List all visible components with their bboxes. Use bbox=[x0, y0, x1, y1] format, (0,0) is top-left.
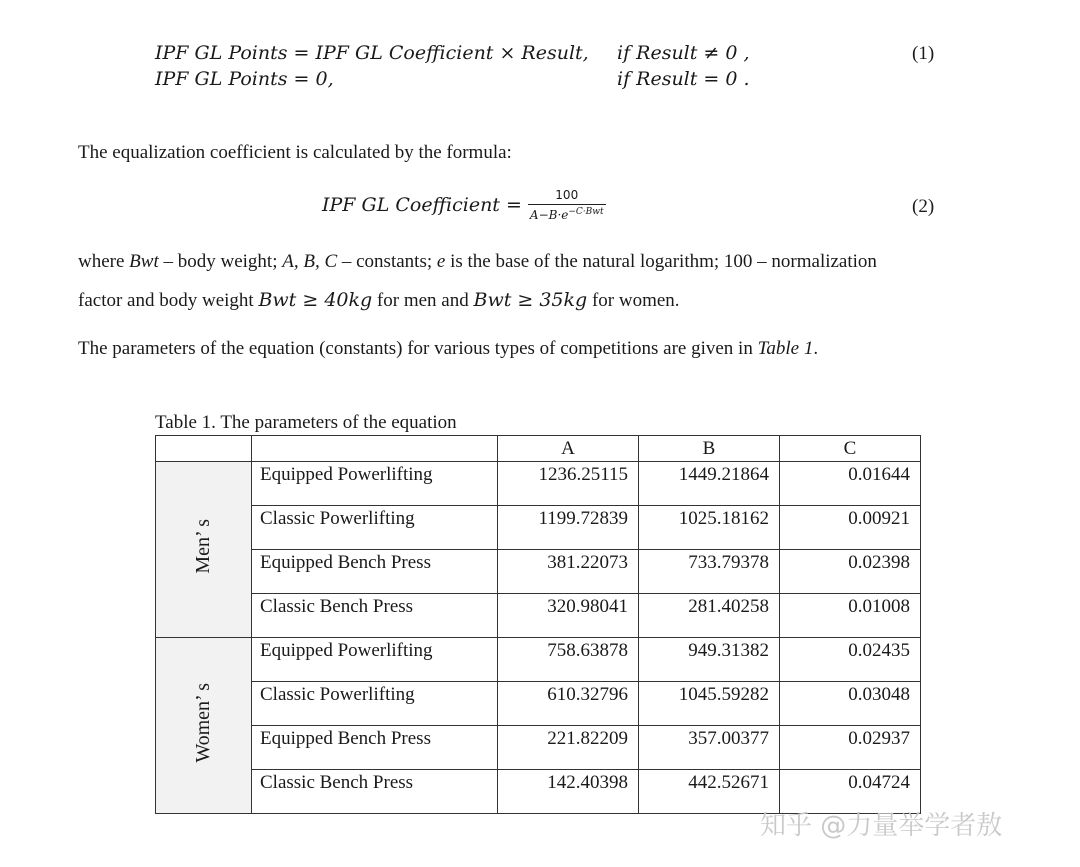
equation-2-number: (2) bbox=[912, 196, 935, 217]
equation-2-exponent: −C·Bwt bbox=[568, 207, 604, 217]
event-name: Classic Powerlifting bbox=[252, 506, 498, 550]
value-a: 320.98041 bbox=[498, 594, 639, 638]
value-c: 0.02937 bbox=[780, 726, 921, 770]
factor-text-1: factor and body weight bbox=[78, 290, 259, 311]
group-label-men bbox=[156, 462, 252, 638]
value-a: 221.82209 bbox=[498, 726, 639, 770]
header-c: C bbox=[780, 436, 921, 462]
equation-1-line-2: IPF GL Points = 0, bbox=[155, 68, 334, 90]
event-name: Classic Bench Press bbox=[252, 594, 498, 638]
table-caption: Table 1. The parameters of the equation bbox=[155, 412, 457, 433]
params-text-2: . bbox=[813, 338, 819, 359]
group-label-women bbox=[156, 638, 252, 814]
equation-1-condition-1: if Result ≠ 0 , bbox=[617, 42, 750, 64]
equation-1 bbox=[155, 40, 750, 92]
value-c: 0.03048 bbox=[780, 682, 921, 726]
where-e: e bbox=[436, 251, 446, 272]
where-text-3: – constants; bbox=[337, 251, 437, 272]
equation-2-denominator bbox=[528, 204, 606, 222]
value-b: 442.52671 bbox=[639, 770, 780, 814]
value-b: 1025.18162 bbox=[639, 506, 780, 550]
where-text-2: – body weight; bbox=[158, 251, 283, 272]
value-b: 1449.21864 bbox=[639, 462, 780, 506]
where-abc: A, B, C bbox=[282, 251, 338, 272]
value-a: 381.22073 bbox=[498, 550, 639, 594]
equation-1-line-1: IPF GL Points = IPF GL Coefficient × Result, bbox=[155, 42, 589, 64]
value-c: 0.00921 bbox=[780, 506, 921, 550]
value-a: 1236.25115 bbox=[498, 462, 639, 506]
value-b: 1045.59282 bbox=[639, 682, 780, 726]
value-b: 357.00377 bbox=[639, 726, 780, 770]
value-c: 0.04724 bbox=[780, 770, 921, 814]
table-header-row bbox=[156, 436, 921, 462]
value-b: 281.40258 bbox=[639, 594, 780, 638]
value-a: 758.63878 bbox=[498, 638, 639, 682]
value-b: 733.79378 bbox=[639, 550, 780, 594]
equation-2-numerator: 100 bbox=[555, 188, 579, 202]
table-row bbox=[156, 682, 921, 726]
header-b: B bbox=[639, 436, 780, 462]
value-c: 0.02398 bbox=[780, 550, 921, 594]
factor-paragraph bbox=[78, 289, 680, 312]
parameters-table bbox=[155, 435, 921, 814]
intro-paragraph: The equalization coefficient is calculated by the formula: bbox=[78, 142, 512, 163]
header-event bbox=[252, 436, 498, 462]
where-paragraph bbox=[78, 251, 877, 273]
equation-2-lhs: IPF GL Coefficient = bbox=[322, 194, 522, 216]
event-name: Classic Powerlifting bbox=[252, 682, 498, 726]
where-text-1: where bbox=[78, 251, 130, 272]
equation-1-condition-2: if Result = 0 . bbox=[617, 68, 750, 90]
equation-2 bbox=[322, 188, 606, 222]
value-c: 0.01644 bbox=[780, 462, 921, 506]
factor-men-weight: Bwt ≥ 40kg bbox=[258, 289, 373, 311]
header-a: A bbox=[498, 436, 639, 462]
value-a: 610.32796 bbox=[498, 682, 639, 726]
value-b: 949.31382 bbox=[639, 638, 780, 682]
event-name: Equipped Powerlifting bbox=[252, 638, 498, 682]
group-label-men-text: Men’ s bbox=[192, 519, 214, 574]
equation-1-number: (1) bbox=[912, 43, 935, 64]
event-name: Equipped Bench Press bbox=[252, 550, 498, 594]
table-row bbox=[156, 726, 921, 770]
factor-text-2: for men and bbox=[372, 290, 474, 311]
factor-women-weight: Bwt ≥ 35kg bbox=[473, 289, 588, 311]
value-c: 0.02435 bbox=[780, 638, 921, 682]
where-text-4: is the base of the natural logarithm; 100 – normalization bbox=[445, 251, 877, 272]
value-a: 142.40398 bbox=[498, 770, 639, 814]
equation-2-fraction bbox=[528, 188, 606, 222]
factor-text-3: for women. bbox=[587, 290, 680, 311]
header-group bbox=[156, 436, 252, 462]
table-row bbox=[156, 594, 921, 638]
equation-2-denominator-base: A−B·e bbox=[529, 208, 569, 222]
value-c: 0.01008 bbox=[780, 594, 921, 638]
event-name: Classic Bench Press bbox=[252, 770, 498, 814]
value-a: 1199.72839 bbox=[498, 506, 639, 550]
event-name: Equipped Powerlifting bbox=[252, 462, 498, 506]
params-paragraph bbox=[78, 338, 818, 360]
table-reference: Table 1 bbox=[757, 338, 814, 359]
group-label-women-text: Women’ s bbox=[192, 682, 214, 763]
table-row bbox=[156, 462, 921, 506]
event-name: Equipped Bench Press bbox=[252, 726, 498, 770]
params-text-1: The parameters of the equation (constants) for various types of competitions are given in bbox=[78, 338, 758, 359]
watermark: 知乎 @力量举学者敖 bbox=[760, 811, 1003, 841]
table-row bbox=[156, 506, 921, 550]
table-row bbox=[156, 638, 921, 682]
table-row bbox=[156, 550, 921, 594]
where-bwt: Bwt bbox=[129, 251, 159, 272]
